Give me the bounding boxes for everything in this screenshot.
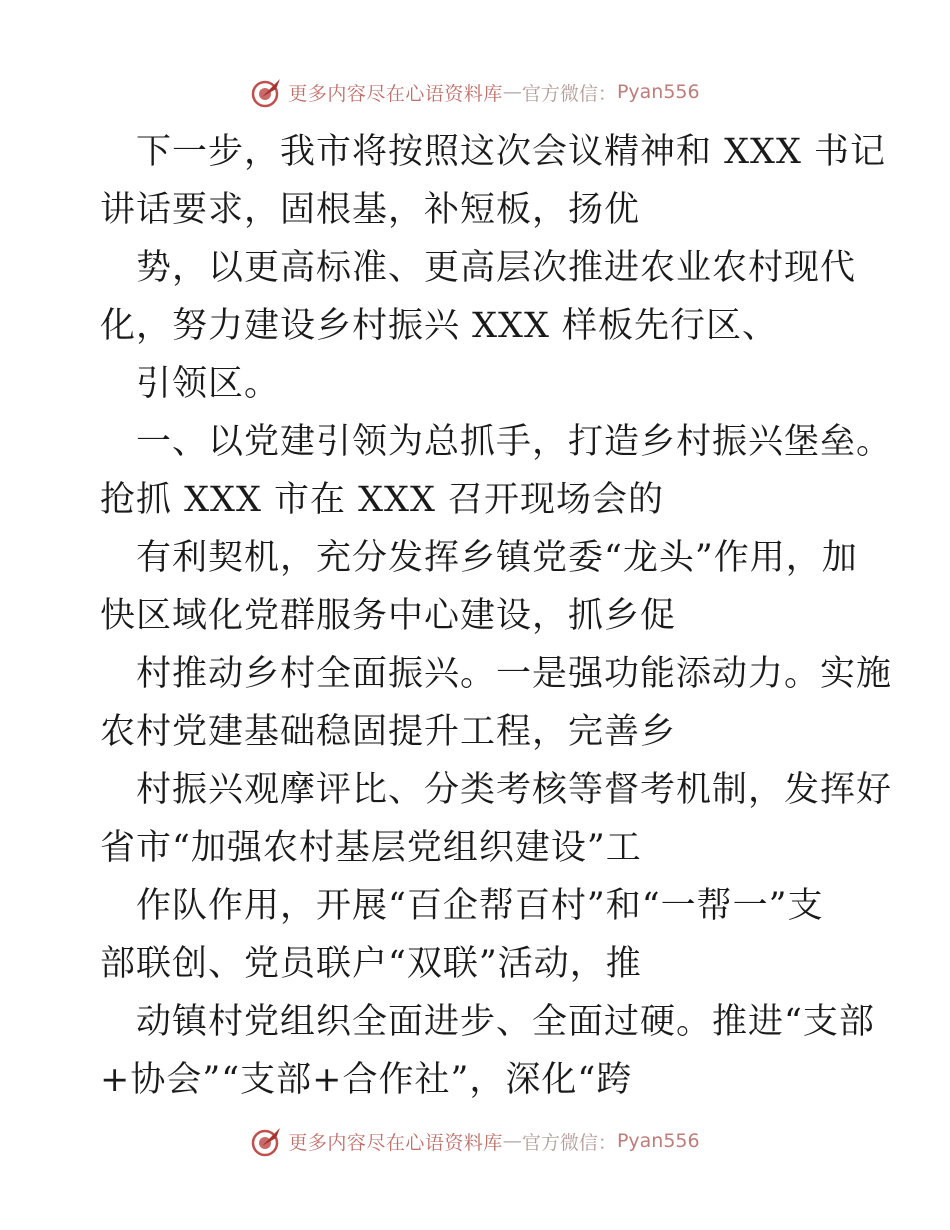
footer-watermark [0, 1121, 950, 1161]
text-line: 抢抓 XXX 市在 XXX 召开现场会的 [100, 480, 665, 520]
header-watermark [0, 72, 950, 112]
text-line: 势，以更高标准、更高层次推进农业农村现代 [136, 248, 857, 288]
text-line: 村推动乡村全面振兴。一是强功能添动力。实施 [136, 654, 893, 694]
text-line: 作队作用，开展“百企帮百村”和“一帮一”支 [136, 886, 824, 926]
quill-logo-icon [250, 1124, 284, 1158]
watermark-dash: — [502, 81, 522, 103]
text-line: 农村党建基础稳固提升工程，完善乡 [100, 712, 677, 752]
watermark-dash: — [502, 1130, 522, 1152]
watermark-handle: Pyan556 [616, 81, 700, 103]
text-line: +协会”“支部+合作社”，深化“跨 [100, 1060, 633, 1100]
text-line: 有利契机，充分发挥乡镇党委“龙头”作用，加 [136, 538, 858, 578]
text-line: 下一步，我市将按照这次会议精神和 XXX 书记 [136, 132, 887, 172]
text-line: 一、以党建引领为总抓手，打造乡村振兴堡垒。 [136, 422, 893, 462]
text-line: 化，努力建设乡村振兴 XXX 样板先行区、 [100, 306, 779, 346]
text-line: 村振兴观摩评比、分类考核等督考机制，发挥好 [136, 770, 893, 810]
document-body [100, 123, 893, 1109]
watermark-brand: 更多内容尽在心语资料库 [288, 1131, 503, 1154]
text-line: 快区域化党群服务中心建设，抓乡促 [100, 596, 677, 636]
watermark-contact-label: 官方微信： [521, 82, 617, 105]
watermark-handle: Pyan556 [616, 1130, 700, 1152]
text-line: 讲话要求，固根基，补短板，扬优 [100, 190, 641, 230]
text-line: 动镇村党组织全面进步、全面过硬。推进“支部 [136, 1002, 875, 1042]
watermark-contact-label: 官方微信： [521, 1131, 617, 1154]
quill-logo-icon [250, 75, 284, 109]
watermark-brand: 更多内容尽在心语资料库 [288, 82, 503, 105]
text-line: 省市“加强农村基层党组织建设”工 [100, 828, 642, 868]
text-line: 引领区。 [136, 364, 281, 404]
text-line: 部联创、党员联户“双联”活动，推 [100, 944, 642, 984]
